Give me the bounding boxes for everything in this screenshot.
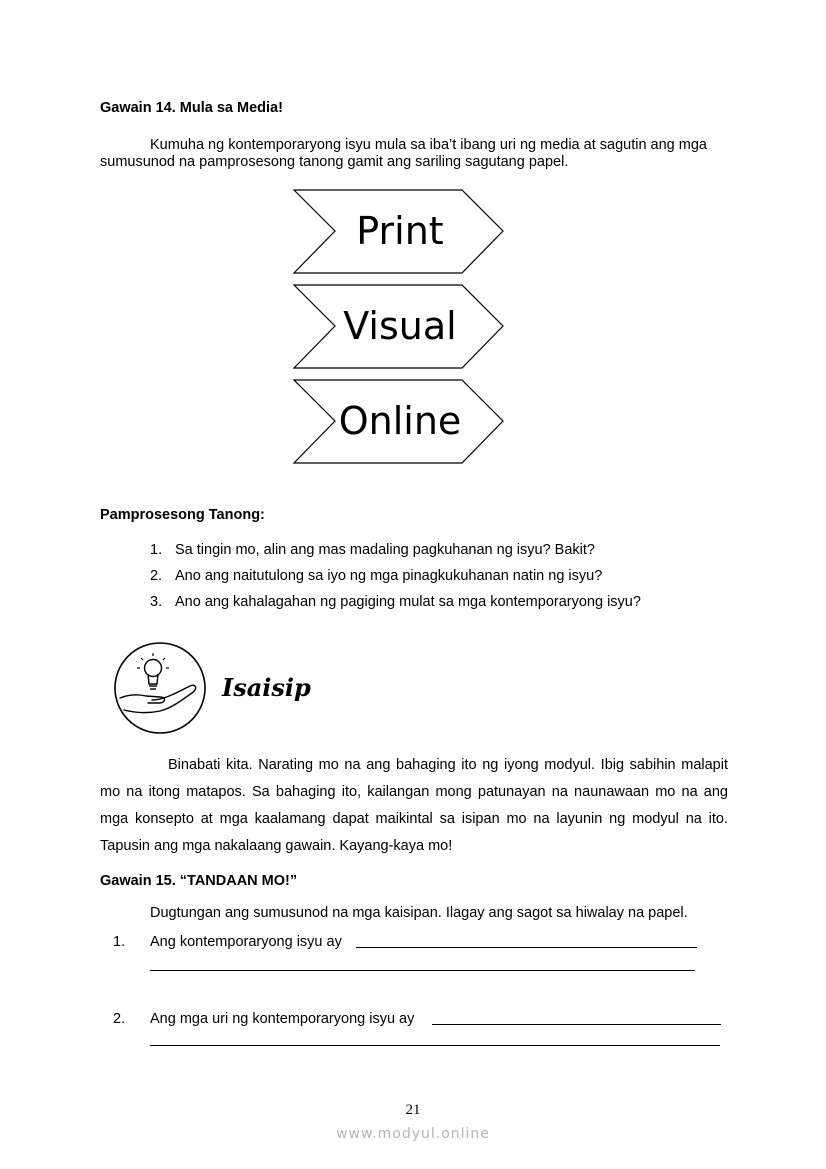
item-2-number: 2. [113, 1011, 126, 1027]
item-2-text: Ang mga uri ng kontemporaryong isyu ay [150, 1011, 415, 1027]
activity-14-title: Gawain 14. Mula sa Media! [100, 100, 283, 116]
question-1-number: 1. [150, 542, 163, 558]
activity-14-instruction-line-1: Kumuha ng kontemporaryong isyu mula sa iba’t ibang uri ng media at sagutin ang mga [150, 137, 707, 153]
question-3-number: 3. [150, 594, 163, 610]
item-2-answer-line-1[interactable] [432, 1024, 721, 1025]
media-label-online: Online [338, 399, 462, 443]
media-label-print: Print [356, 209, 444, 253]
activity-14-instruction-line-2: sumusunod na pamprosesong tanong gamit ang sariling sagutang papel. [100, 154, 569, 170]
page-number: 21 [405, 1102, 421, 1118]
isaisip-paragraph-text: Binabati kita. Narating mo na ang bahaging ito ng iyong modyul. Ibig sabihin malapit mo na itong matapos. Sa bahaging ito, kailangan mong patunayan na naunawaan mo na ang mga konsepto at mga kaalamang dapat maikintal sa isipan mo na layunin ng modyul na ito. Tapusin ang mga nakalaang gawain. Kayang-kaya mo! [100, 757, 728, 854]
item-1-text: Ang kontemporaryong isyu ay [150, 934, 342, 950]
question-2-number: 2. [150, 568, 163, 584]
question-1-text: Sa tingin mo, alin ang mas madaling pagkuhanan ng isyu? Bakit? [175, 542, 595, 558]
isaisip-title: Isaisip [222, 673, 311, 702]
lightbulb-hand-icon [112, 640, 208, 736]
question-2-text: Ano ang naitutulong sa iyo ng mga pinagkukuhanan natin ng isyu? [175, 568, 603, 584]
activity-15-instruction: Dugtungan ang sumusunod na mga kaisipan. Ilagay ang sagot sa hiwalay na papel. [150, 905, 688, 921]
item-1-number: 1. [113, 934, 126, 950]
item-2-answer-line-2[interactable] [150, 1045, 720, 1046]
activity-15-title: Gawain 15. “TANDAAN MO!” [100, 873, 298, 889]
processing-questions-heading: Pamprosesong Tanong: [100, 507, 265, 523]
media-label-visual: Visual [343, 304, 457, 348]
isaisip-paragraph [100, 752, 728, 860]
item-1-answer-line-2[interactable] [150, 970, 695, 971]
question-3-text: Ano ang kahalagahan ng pagiging mulat sa mga kontemporaryong isyu? [175, 594, 641, 610]
item-1-answer-line-1[interactable] [356, 947, 697, 948]
watermark: www.modyul.online [336, 1126, 490, 1142]
